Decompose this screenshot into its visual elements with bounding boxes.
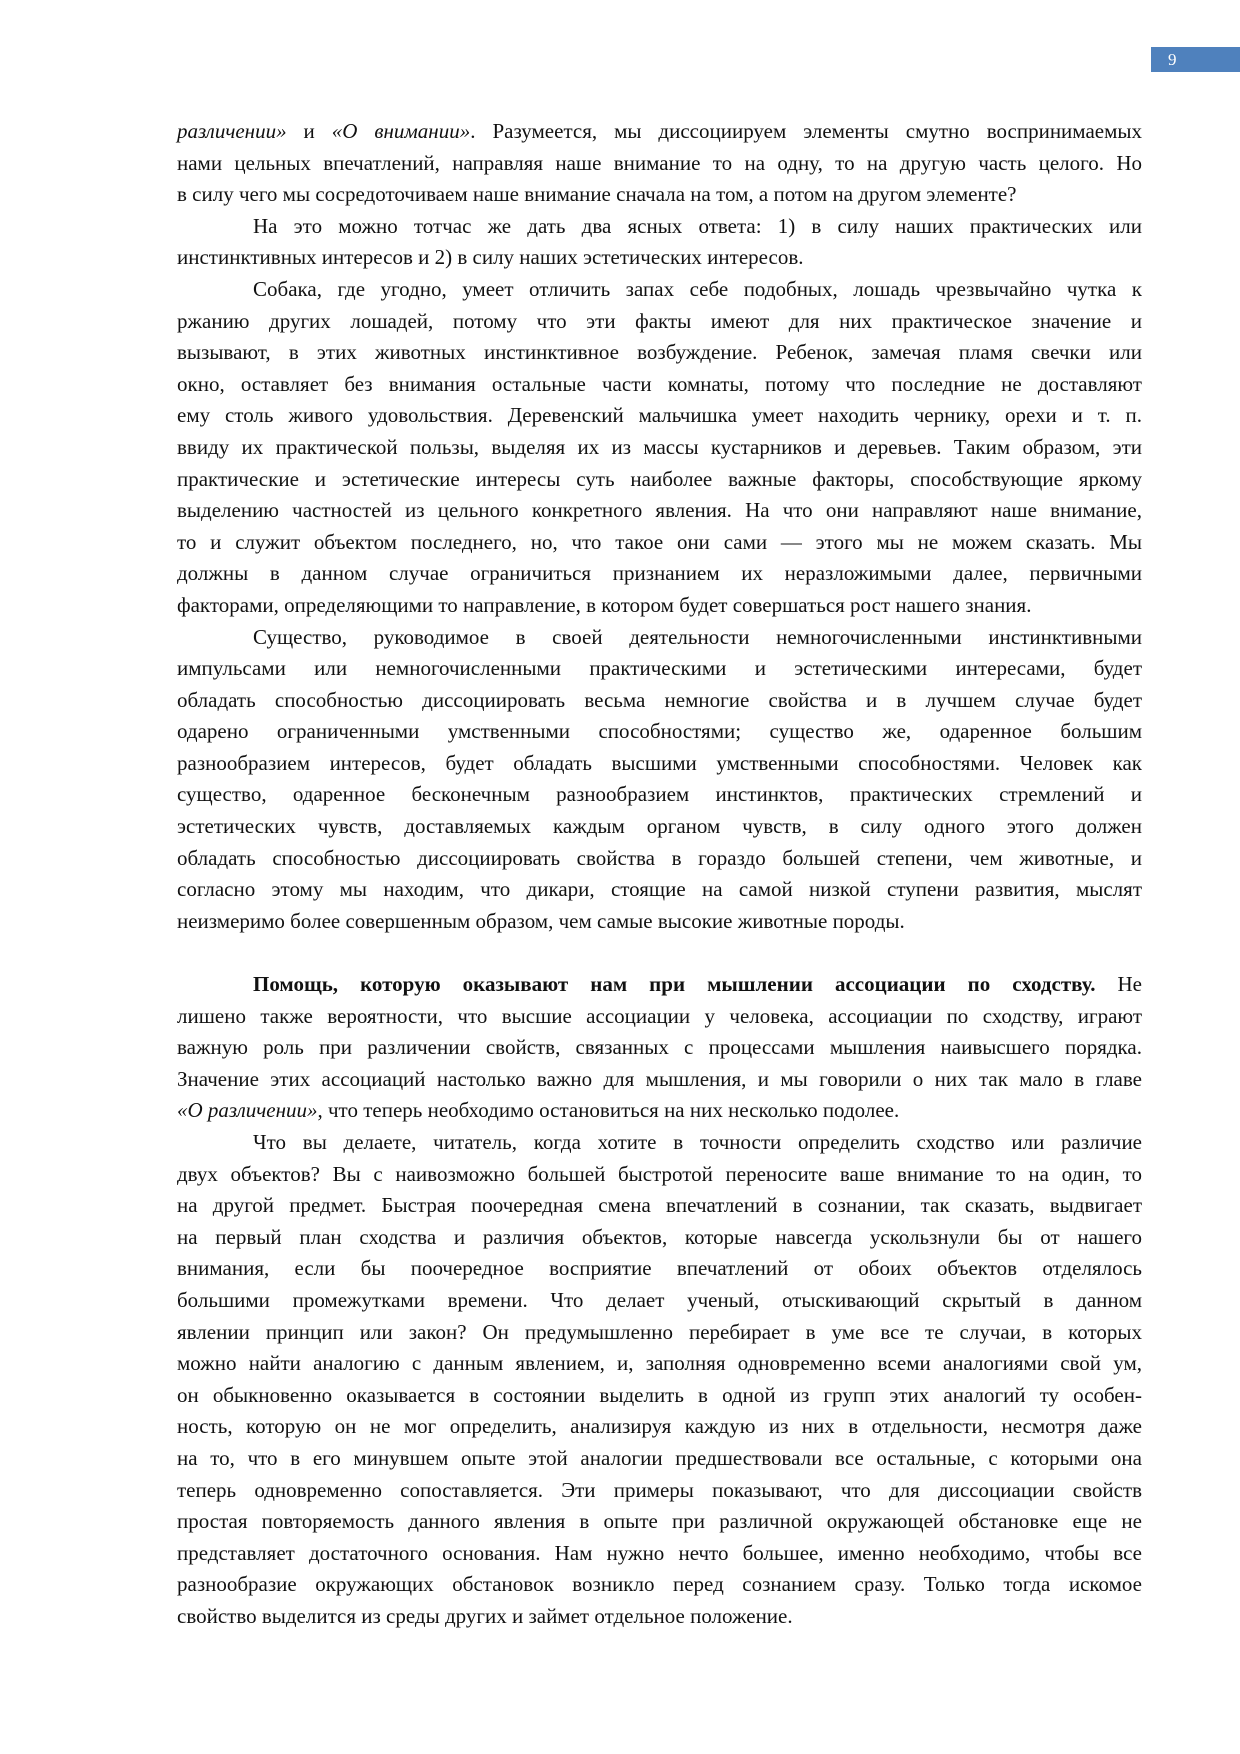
- text-line: [177, 148, 1142, 180]
- text-segment: представляет достаточного основания. Нам нужно нечто большее, именно необходимо, чтобы все: [177, 1540, 1142, 1565]
- italic-reference: различении»: [177, 119, 287, 143]
- text-line: [177, 1064, 1142, 1096]
- text-segment: явлении принцип или закон? Он предумышленно перебирает в уме все те случаи, в которых: [177, 1319, 1142, 1344]
- text-segment: импульсами или немногочисленными практическими и эстетическими интересами, будет: [177, 656, 1142, 681]
- text-line: [177, 116, 1142, 148]
- text-line: [177, 1317, 1142, 1349]
- italic-reference: «О различении»: [177, 1098, 318, 1123]
- text-line: [177, 179, 1142, 211]
- text-line: [177, 369, 1142, 401]
- text-line: [177, 969, 1142, 1001]
- text-segment: обладать способностью диссоциировать свойства в гораздо большей степени, чем животные, и: [177, 845, 1142, 870]
- text-line: [177, 1159, 1142, 1191]
- text-line: [177, 1475, 1142, 1507]
- text-segment: важную роль при различении свойств, связанных с процессами мышления наивысшего порядка.: [177, 1035, 1142, 1060]
- text-segment: в силу чего мы сосредоточиваем наше внимание сначала на том, а потом на другом элементе?: [177, 182, 1017, 207]
- section-heading: Помощь, которую оказывают нам при мышлении ассоциации по сходству.: [253, 972, 1096, 997]
- text-line: [177, 1127, 1142, 1159]
- text-segment: , что теперь необходимо остановиться на них несколько подолее.: [317, 1098, 900, 1123]
- text-line: [177, 1538, 1142, 1570]
- text-line: [177, 211, 1142, 243]
- text-segment: выделению частностей из цельного конкретного явления. На что они направляют наше внимание,: [177, 498, 1142, 523]
- text-line: [177, 779, 1142, 811]
- text-segment: ввиду их практической пользы, выделяя их из массы кустарников и деревьев. Таким образом, эти: [177, 434, 1142, 459]
- text-segment: Существо, руководимое в своей деятельности немногочисленными инстинктивными: [253, 624, 1142, 649]
- text-segment: неизмеримо более совершенным образом, чем самые высокие животные породы.: [177, 908, 905, 933]
- text-segment: свойство выделится из среды других и займет отдельное положение.: [177, 1603, 793, 1628]
- text-segment: должны в данном случае ограничиться признанием их неразложимыми далее, первичными: [177, 561, 1142, 586]
- page-number: 9: [1151, 47, 1240, 72]
- text-line: [177, 1001, 1142, 1033]
- text-line: [177, 811, 1142, 843]
- text-segment: ему столь живого удовольствия. Деревенский мальчишка умеет находить чернику, орехи и т. п.: [177, 403, 1142, 428]
- italic-reference: «О внимании»: [331, 119, 471, 143]
- text-line: [177, 464, 1142, 496]
- text-line: [177, 622, 1142, 654]
- text-segment: Значение этих ассоциаций настолько важно для мышления, и мы говорили о них так мало в главе: [177, 1066, 1142, 1091]
- text-segment: на другой предмет. Быстрая поочередная смена впечатлений в сознании, так сказать, выдвигает: [177, 1193, 1142, 1218]
- text-line: [177, 906, 1142, 938]
- text-line: [177, 843, 1142, 875]
- text-line: [177, 558, 1142, 590]
- text-line: [177, 1601, 1142, 1633]
- text-segment: ржанию других лошадей, потому что эти факты имеют для них практическое значение и: [177, 308, 1142, 333]
- text-segment: На это можно тотчас же дать два ясных ответа: 1) в силу наших практических или: [253, 213, 1142, 238]
- text-line: [177, 274, 1142, 306]
- text-segment: на первый план сходства и различия объектов, которые навсегда ускользнули бы от нашего: [177, 1224, 1142, 1249]
- text-line: [177, 242, 1142, 274]
- text-line: [177, 306, 1142, 338]
- text-segment: теперь одновременно сопоставляется. Эти примеры показывают, что для диссоциации свойств: [177, 1477, 1142, 1502]
- text-line: [177, 400, 1142, 432]
- text-segment: одарено ограниченными умственными способностями; существо же, одаренное большим: [177, 719, 1142, 744]
- text-segment: согласно этому мы находим, что дикари, стоящие на самой низкой ступени развития, мыслят: [177, 877, 1142, 902]
- text-segment: разнообразием интересов, будет обладать высшими умственными способностями. Человек как: [177, 750, 1142, 775]
- text-segment: на то, что в его минувшем опыте этой аналогии предшествовали все остальные, с которыми она: [177, 1445, 1142, 1470]
- text-line: [177, 1506, 1142, 1538]
- text-segment: эстетических чувств, доставляемых каждым органом чувств, в силу одного этого должен: [177, 814, 1142, 839]
- text-segment: то и служит объектом последнего, но, что такое они сами — этого мы не можем сказать. Мы: [177, 529, 1142, 554]
- text-segment: инстинктивных интересов и 2) в силу наших эстетических интересов.: [177, 245, 804, 270]
- text-line: [177, 874, 1142, 906]
- text-segment: существо, одаренное бесконечным разнообразием инстинктов, практических стремлений и: [177, 782, 1142, 807]
- text-line: [177, 1348, 1142, 1380]
- text-line: [177, 1190, 1142, 1222]
- text-segment: факторами, определяющими то направление, в котором будет совершаться рост нашего знания.: [177, 592, 1032, 617]
- text-line: [177, 527, 1142, 559]
- text-segment: и: [286, 119, 332, 143]
- text-segment: практические и эстетические интересы суть наиболее важные факторы, способствующие яркому: [177, 466, 1142, 491]
- text-line: [177, 1380, 1142, 1412]
- text-line: [177, 1095, 1142, 1127]
- text-segment: он обыкновенно оказывается в состоянии выделить в одной из групп этих аналогий ту особен-: [177, 1382, 1142, 1407]
- document-body: [177, 116, 1142, 1633]
- text-line: [177, 653, 1142, 685]
- text-segment: внимания, если бы поочередное восприятие впечатлений от обоих объектов отделялось: [177, 1256, 1142, 1281]
- blank-line: [177, 937, 1142, 969]
- text-segment: окно, оставляет без внимания остальные части комнаты, потому что последние не доставляют: [177, 371, 1142, 396]
- text-segment: Не: [1095, 972, 1142, 997]
- text-line: [177, 1032, 1142, 1064]
- text-line: [177, 1222, 1142, 1254]
- text-segment: обладать способностью диссоциировать весьма немногие свойства и в лучшем случае будет: [177, 687, 1142, 712]
- text-line: [177, 432, 1142, 464]
- text-line: [177, 1253, 1142, 1285]
- text-line: [177, 748, 1142, 780]
- text-segment: Что вы делаете, читатель, когда хотите в точности определить сходство или различие: [253, 1130, 1142, 1154]
- text-line: [177, 1411, 1142, 1443]
- text-segment: Собака, где угодно, умеет отличить запах себе подобных, лошадь чрезвычайно чутка к: [253, 276, 1142, 301]
- text-line: [177, 337, 1142, 369]
- text-segment: разнообразие окружающих обстановок возникло перед сознанием сразу. Только тогда искомое: [177, 1572, 1142, 1597]
- text-segment: двух объектов? Вы с наивозможно большей быстротой переносите ваше внимание то на один, то: [177, 1161, 1142, 1186]
- text-segment: ность, которую он не мог определить, анализируя каждую из них в отдельности, несмотря даже: [177, 1414, 1142, 1439]
- text-line: [177, 1285, 1142, 1317]
- text-line: [177, 495, 1142, 527]
- text-segment: лишено также вероятности, что высшие ассоциации у человека, ассоциации по сходству, играют: [177, 1003, 1142, 1028]
- text-line: [177, 1443, 1142, 1475]
- text-line: [177, 590, 1142, 622]
- text-line: [177, 685, 1142, 717]
- text-segment: простая повторяемость данного явления в опыте при различной окружающей обстановке еще не: [177, 1509, 1142, 1534]
- text-segment: большими промежутками времени. Что делает ученый, отыскивающий скрытый в данном: [177, 1287, 1142, 1312]
- text-segment: вызывают, в этих животных инстинктивное возбуждение. Ребенок, замечая пламя свечки или: [177, 340, 1142, 365]
- text-line: [177, 716, 1142, 748]
- text-segment: нами цельных впечатлений, направляя наше внимание то на одну, то на другую часть целого. Но: [177, 150, 1142, 175]
- text-line: [177, 1569, 1142, 1601]
- text-segment: можно найти аналогию с данным явлением, и, заполняя одновременно всеми аналогиями свой ум,: [177, 1351, 1142, 1376]
- text-segment: . Разумеется, мы диссоциируем элементы смутно воспринимаемых: [470, 119, 1142, 143]
